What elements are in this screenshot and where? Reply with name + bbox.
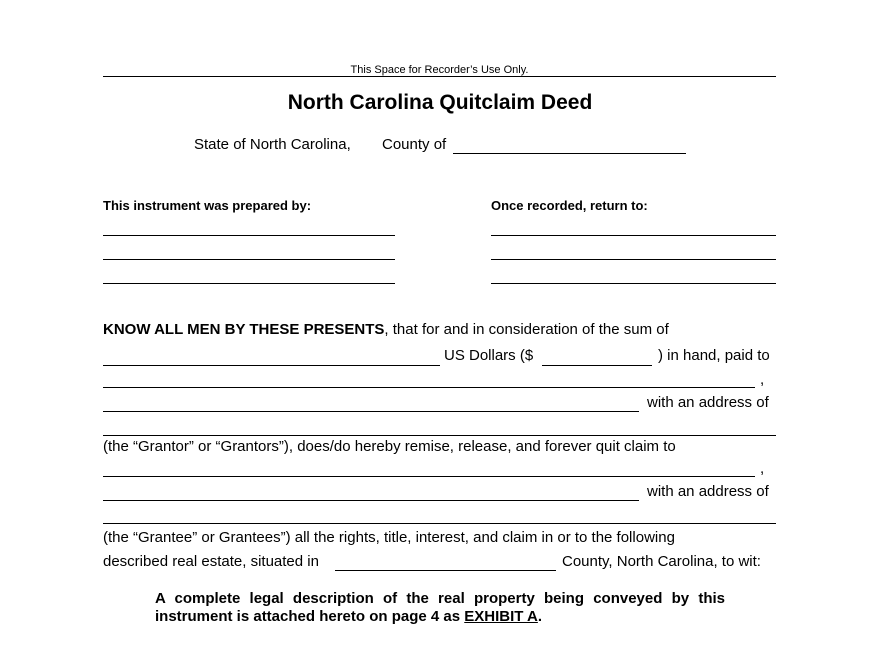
state-text: State of North Carolina, [194, 136, 351, 153]
grantor-with-address-text: with an address of [647, 394, 769, 411]
prepared-by-line-1[interactable] [103, 235, 395, 236]
property-county-blank[interactable] [335, 570, 556, 571]
described-prefix-text: described real estate, situated in [103, 553, 319, 570]
return-to-line-3[interactable] [491, 283, 776, 284]
page-title: North Carolina Quitclaim Deed [287, 91, 593, 114]
county-blank[interactable] [453, 153, 686, 154]
grantor-address-name-blank[interactable] [103, 411, 639, 412]
grantor-name-blank[interactable] [103, 387, 755, 388]
prepared-by-line-3[interactable] [103, 283, 395, 284]
consideration-amount-number-blank[interactable] [542, 365, 652, 366]
grantor-address-blank[interactable] [103, 435, 776, 436]
grantee-clause: (the “Grantee” or Grantees”) all the rights, title, interest, and claim in or to the following [103, 529, 675, 546]
grantee-with-address-text: with an address of [647, 483, 769, 500]
us-dollars-label: US Dollars ($ [444, 347, 534, 364]
legal-line-2-prefix: instrument is attached hereto on page 4 as [155, 608, 461, 625]
exhibit-a-reference: EXHIBIT A [464, 608, 538, 625]
recorder-divider [103, 76, 776, 77]
legal-description-line-1: A complete legal description of the real property being conveyed by this [155, 590, 725, 607]
prepared-by-label: This instrument was prepared by: [103, 198, 312, 213]
legal-description-line-2 [155, 608, 725, 625]
grantee-address-blank[interactable] [103, 523, 776, 524]
grantee-name-comma: , [760, 460, 765, 477]
described-suffix-text: County, North Carolina, to wit: [562, 553, 761, 570]
return-to-line-2[interactable] [491, 259, 776, 260]
grantee-address-name-blank[interactable] [103, 500, 639, 501]
return-to-line-1[interactable] [491, 235, 776, 236]
legal-line-2-period: . [537, 608, 543, 625]
in-hand-paid-to-text: ) in hand, paid to [658, 347, 770, 364]
recorder-use-note: This Space for Recorder’s Use Only. [350, 64, 529, 76]
county-label: County of [382, 136, 447, 153]
presents-bold-text: KNOW ALL MEN BY THESE PRESENTS [103, 321, 385, 338]
presents-rest-text: , that for and in consideration of the sum of [384, 321, 669, 338]
grantor-clause: (the “Grantor” or “Grantors”), does/do hereby remise, release, and forever quit claim to [103, 438, 676, 455]
grantee-name-blank[interactable] [103, 476, 755, 477]
consideration-amount-words-blank[interactable] [103, 365, 440, 366]
presents-sentence [103, 321, 669, 338]
return-to-label: Once recorded, return to: [491, 198, 648, 213]
prepared-by-line-2[interactable] [103, 259, 395, 260]
grantor-name-comma: , [760, 371, 765, 388]
